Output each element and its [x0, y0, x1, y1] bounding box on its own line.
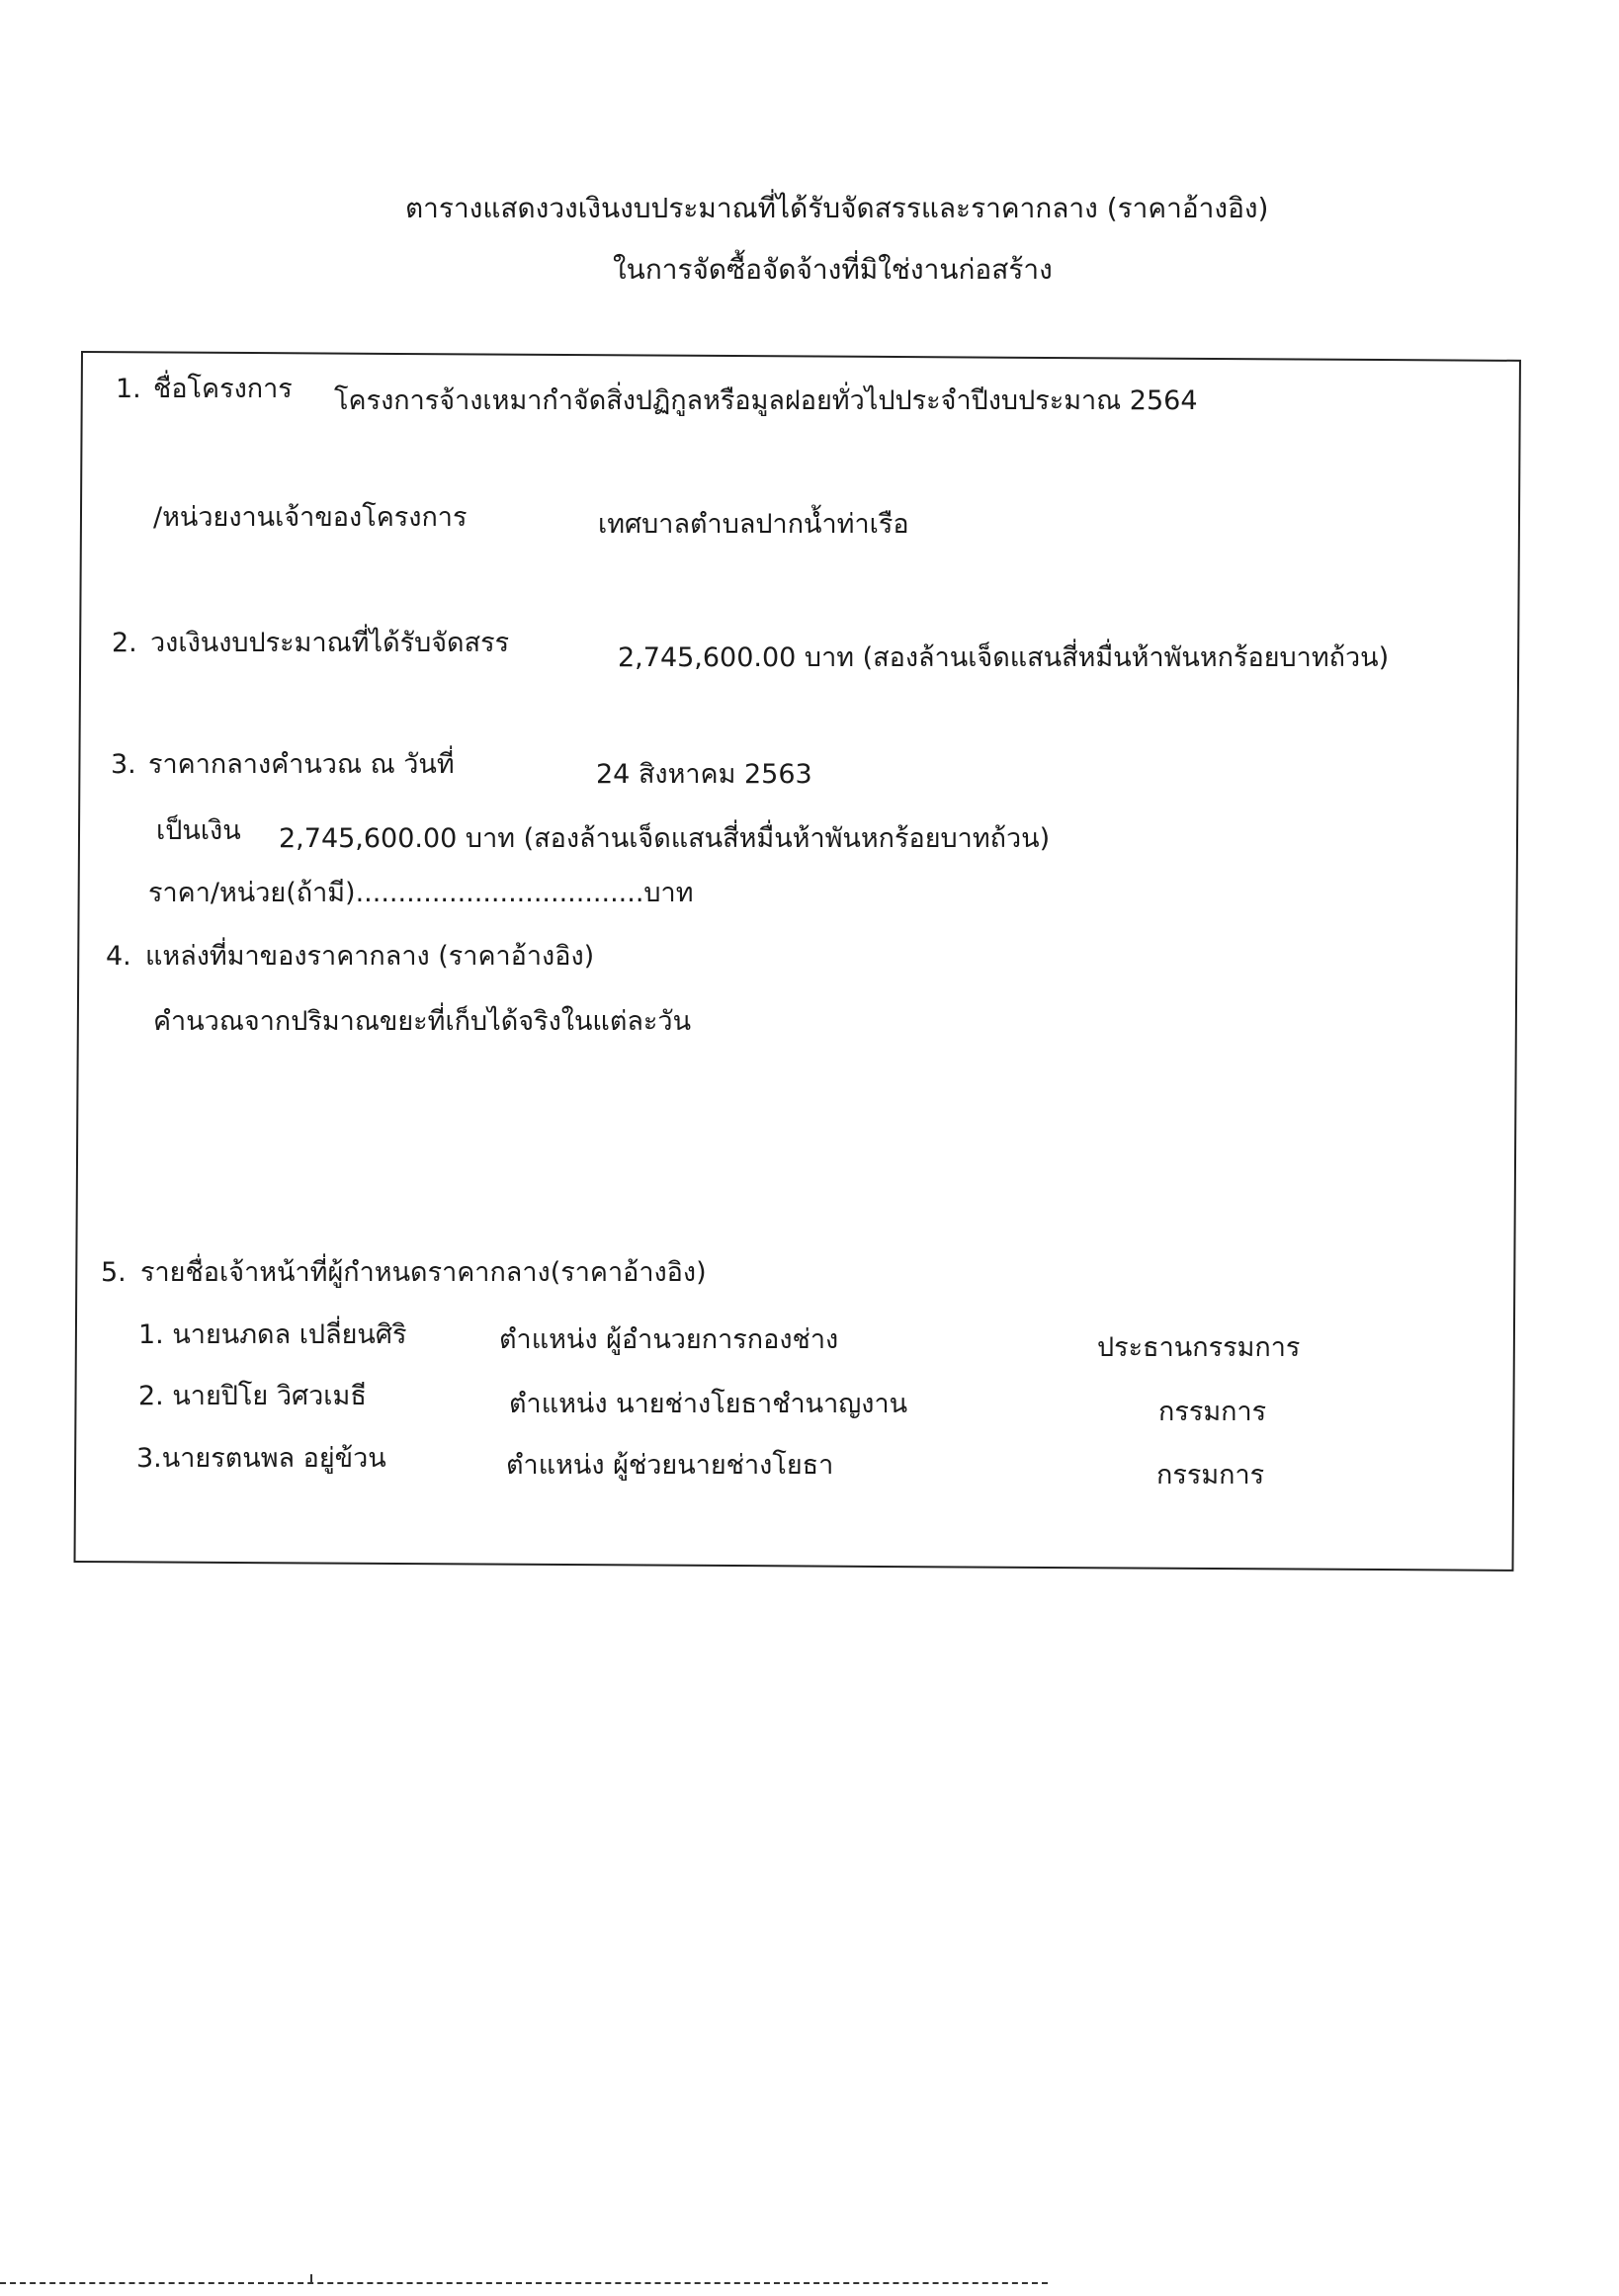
member-1-position: ตำแหน่ง ผู้อำนวยการกองช่าง [499, 1324, 839, 1355]
item2-label: วงเงินงบประมาณที่ได้รับจัดสรร [150, 628, 510, 658]
item4-label: แหล่งที่มาของราคากลาง (ราคาอ้างอิง) [145, 941, 595, 972]
member-2-name: 2. นายปิโย วิศวเมธี [138, 1381, 367, 1411]
item1-owner-value: เทศบาลตำบลปากน้ำท่าเรือ [598, 509, 909, 540]
item1-owner-label: /หน่วยงานเจ้าของโครงการ [153, 502, 468, 533]
bottom-dashed-rule [0, 2282, 1048, 2284]
item3-number: 3. [111, 749, 136, 780]
item4-source-value: คำนวณจากปริมาณขยะที่เก็บได้จริงในแต่ละวัน [153, 1006, 692, 1037]
bottom-tick-mark [310, 2274, 312, 2284]
item1-label: ชื่อโครงการ [153, 374, 293, 404]
member-3-name: 3.นายรตนพล อยู่ข้วน [136, 1443, 386, 1474]
item5-number: 5. [101, 1257, 127, 1288]
member-3-position: ตำแหน่ง ผู้ช่วยนายช่างโยธา [506, 1450, 834, 1481]
member-3-role: กรรมการ [1156, 1460, 1265, 1490]
member-2-role: กรรมการ [1158, 1397, 1267, 1427]
item2-budget-value: 2,745,600.00 บาท (สองล้านเจ็ดแสนสี่หมื่นห้าพันหกร้อยบาทถ้วน) [618, 642, 1390, 673]
item1-number: 1. [116, 374, 141, 404]
item1-project-name: โครงการจ้างเหมากำจัดสิ่งปฏิกูลหรือมูลฝอยทั่วไปประจำปีงบประมาณ 2564 [334, 385, 1198, 416]
item3-label: ราคากลางคำนวณ ณ วันที่ [148, 749, 455, 780]
item3-unit-price: ราคา/หน่วย(ถ้ามี)..................................บาท [148, 878, 694, 908]
item5-label: รายชื่อเจ้าหน้าที่ผู้กำหนดราคากลาง(ราคาอ้างอิง) [140, 1257, 707, 1288]
member-1-role: ประธานกรรมการ [1097, 1332, 1301, 1363]
item3-amount-label: เป็นเงิน [156, 815, 241, 846]
item3-amount-value: 2,745,600.00 บาท (สองล้านเจ็ดแสนสี่หมื่นห้าพันหกร้อยบาทถ้วน) [279, 823, 1051, 854]
member-2-position: ตำแหน่ง นายช่างโยธาชำนาญงาน [509, 1389, 908, 1419]
page-subtitle: ในการจัดซื้อจัดจ้างที่มิใช่งานก่อสร้าง [613, 253, 1053, 286]
item4-number: 4. [106, 941, 131, 972]
member-1-name: 1. นายนภดล เปลี่ยนศิริ [138, 1319, 407, 1350]
page-title: ตารางแสดงวงเงินงบประมาณที่ได้รับจัดสรรและราคากลาง (ราคาอ้างอิง) [405, 192, 1269, 224]
item2-number: 2. [112, 628, 137, 658]
item3-date: 24 สิงหาคม 2563 [596, 759, 812, 790]
